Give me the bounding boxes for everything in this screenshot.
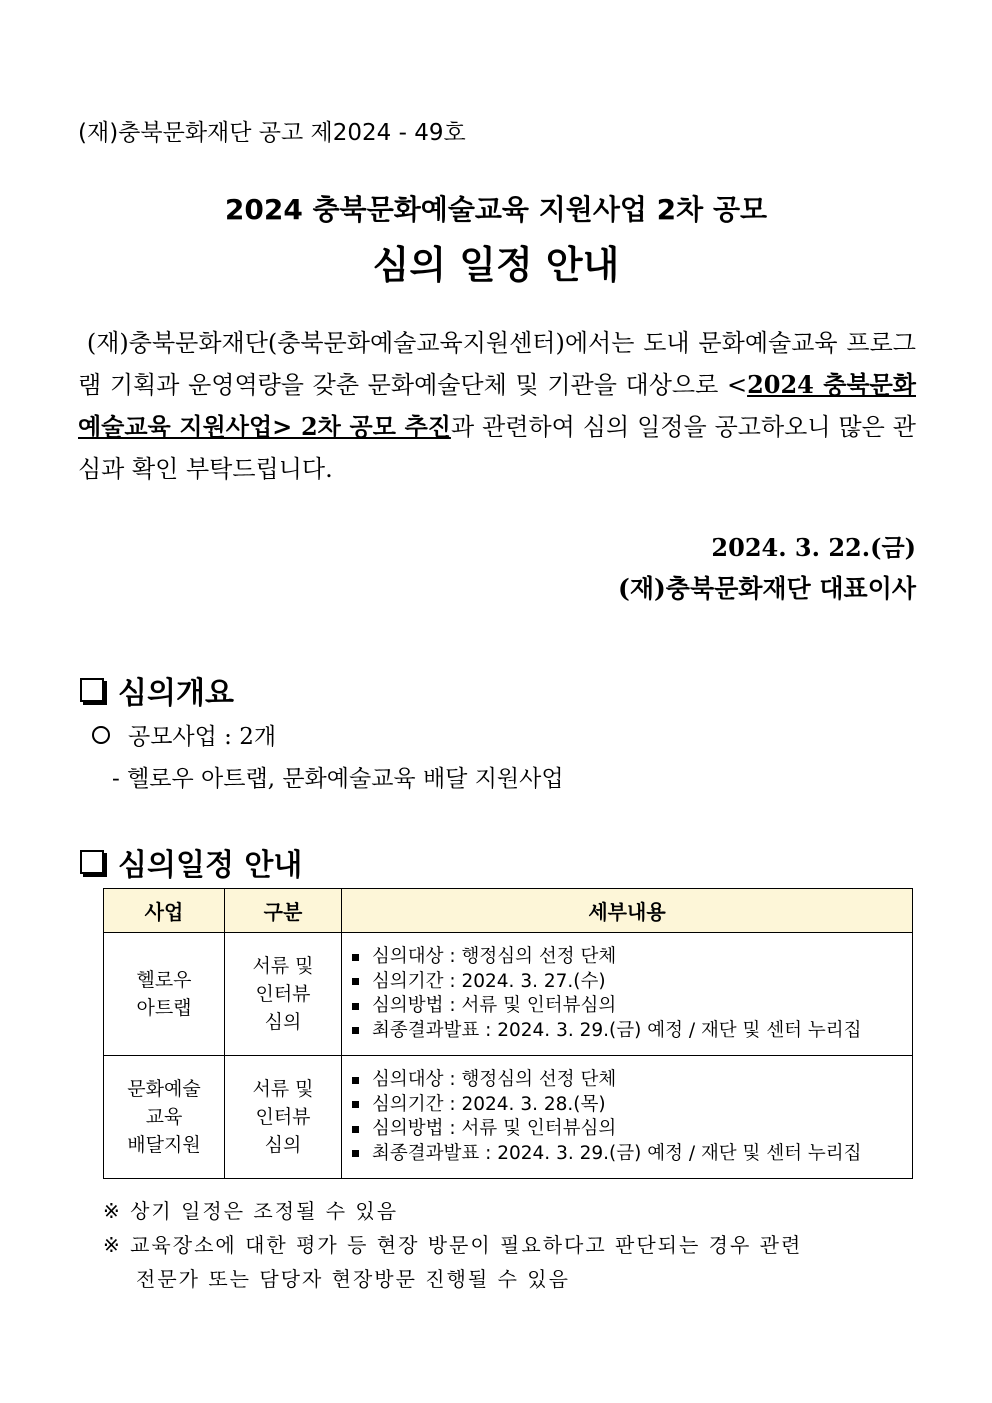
section-overview-heading	[78, 668, 234, 712]
detail-item	[352, 1068, 912, 1093]
square-bullet-icon	[352, 1150, 359, 1157]
issuer-signature: (재)충북문화재단 대표이사	[617, 574, 916, 603]
detail-item	[352, 1019, 912, 1044]
details-cell	[342, 933, 913, 1056]
checkbox-square-icon	[80, 678, 104, 702]
type-cell	[225, 933, 342, 1056]
table-row	[104, 1056, 913, 1179]
detail-text: 심의방법 : 서류 및 인터뷰심의	[372, 995, 617, 1016]
project-line: 아트랩	[136, 997, 192, 1019]
type-line: 인터뷰	[255, 1106, 311, 1128]
document-subtitle: 심의 일정 안내	[372, 243, 620, 287]
square-bullet-icon	[352, 954, 359, 961]
project-cell	[104, 1056, 225, 1179]
detail-text: 최종결과발표 : 2024. 3. 29.(금) 예정 / 재단 및 센터 누리집	[372, 1142, 862, 1164]
detail-item	[352, 994, 912, 1019]
schedule-table	[103, 888, 913, 1179]
square-bullet-icon	[352, 1077, 359, 1084]
project-cell	[104, 933, 225, 1056]
table-row	[104, 933, 913, 1056]
paragraph-underlined-text: 2024 충북문화예술교육 지원사업> 2차 공모 추진	[78, 370, 916, 441]
table-header-row	[104, 889, 913, 933]
type-line: 심의	[264, 1011, 302, 1033]
overview-bullet-text: 공모사업 : 2개	[128, 724, 277, 750]
detail-text: 심의방법 : 서류 및 인터뷰심의	[372, 1118, 617, 1139]
project-line: 헬로우	[136, 969, 192, 991]
type-line: 서류 및	[252, 955, 314, 977]
type-cell	[225, 1056, 342, 1179]
overview-sub-item: - 헬로우 아트랩, 문화예술교육 배달 지원사업	[112, 766, 564, 792]
document-title: 2024 충북문화예술교육 지원사업 2차 공모	[224, 193, 768, 226]
header-project: 사업	[104, 889, 225, 933]
overview-bullet	[92, 718, 276, 751]
detail-text: 심의대상 : 행정심의 선정 단체	[372, 1069, 617, 1090]
detail-text: 심의기간 : 2024. 3. 27.(수)	[372, 970, 606, 992]
project-line: 교육	[145, 1106, 183, 1128]
section-overview-title: 심의개요	[118, 676, 234, 711]
schedule-note-continued: 전문가 또는 담당자 현장방문 진행될 수 있음	[136, 1267, 570, 1291]
detail-item	[352, 1117, 912, 1142]
detail-item	[352, 945, 912, 970]
detail-item	[352, 970, 912, 995]
circle-bullet-icon	[92, 726, 110, 744]
notice-number: (재)충북문화재단 공고 제2024 - 49호	[78, 120, 466, 146]
header-type: 구분	[225, 889, 342, 933]
schedule-note: ※ 교육장소에 대한 평가 등 현장 방문이 필요하다고 판단되는 경우 관련	[103, 1233, 803, 1257]
project-line: 배달지원	[127, 1134, 201, 1156]
detail-text: 최종결과발표 : 2024. 3. 29.(금) 예정 / 재단 및 센터 누리집	[372, 1019, 862, 1041]
square-bullet-icon	[352, 1003, 359, 1010]
type-line: 인터뷰	[255, 983, 311, 1005]
square-bullet-icon	[352, 1101, 359, 1108]
square-bullet-icon	[352, 978, 359, 985]
paragraph-text-1: (재)충북문화재단(충북문화예술교육지원센터)에서는 도내 문화예술교육 프로그램 기획과 운영역량을 갖춘 문화예술단체 및 기관을 대상으로 <	[78, 329, 916, 399]
detail-text: 심의대상 : 행정심의 선정 단체	[372, 946, 617, 967]
detail-item	[352, 1093, 912, 1118]
details-cell	[342, 1056, 913, 1179]
paragraph-text-2: 과 관련하여 심의 일정을 공고하오니 많은 관심과 확인 부탁드립니다.	[78, 413, 916, 483]
checkbox-square-icon	[80, 850, 104, 874]
announcement-date: 2024. 3. 22.(금)	[711, 533, 916, 562]
announcement-paragraph	[78, 322, 916, 490]
type-line: 심의	[264, 1134, 302, 1156]
type-line: 서류 및	[252, 1078, 314, 1100]
detail-text: 심의기간 : 2024. 3. 28.(목)	[372, 1093, 606, 1115]
section-schedule-title: 심의일정 안내	[118, 848, 303, 883]
project-line: 문화예술	[127, 1078, 201, 1100]
schedule-note: ※ 상기 일정은 조정될 수 있음	[103, 1199, 399, 1223]
square-bullet-icon	[352, 1027, 359, 1034]
section-schedule-heading	[78, 840, 302, 884]
detail-item	[352, 1142, 912, 1167]
header-details: 세부내용	[342, 889, 913, 933]
square-bullet-icon	[352, 1126, 359, 1133]
